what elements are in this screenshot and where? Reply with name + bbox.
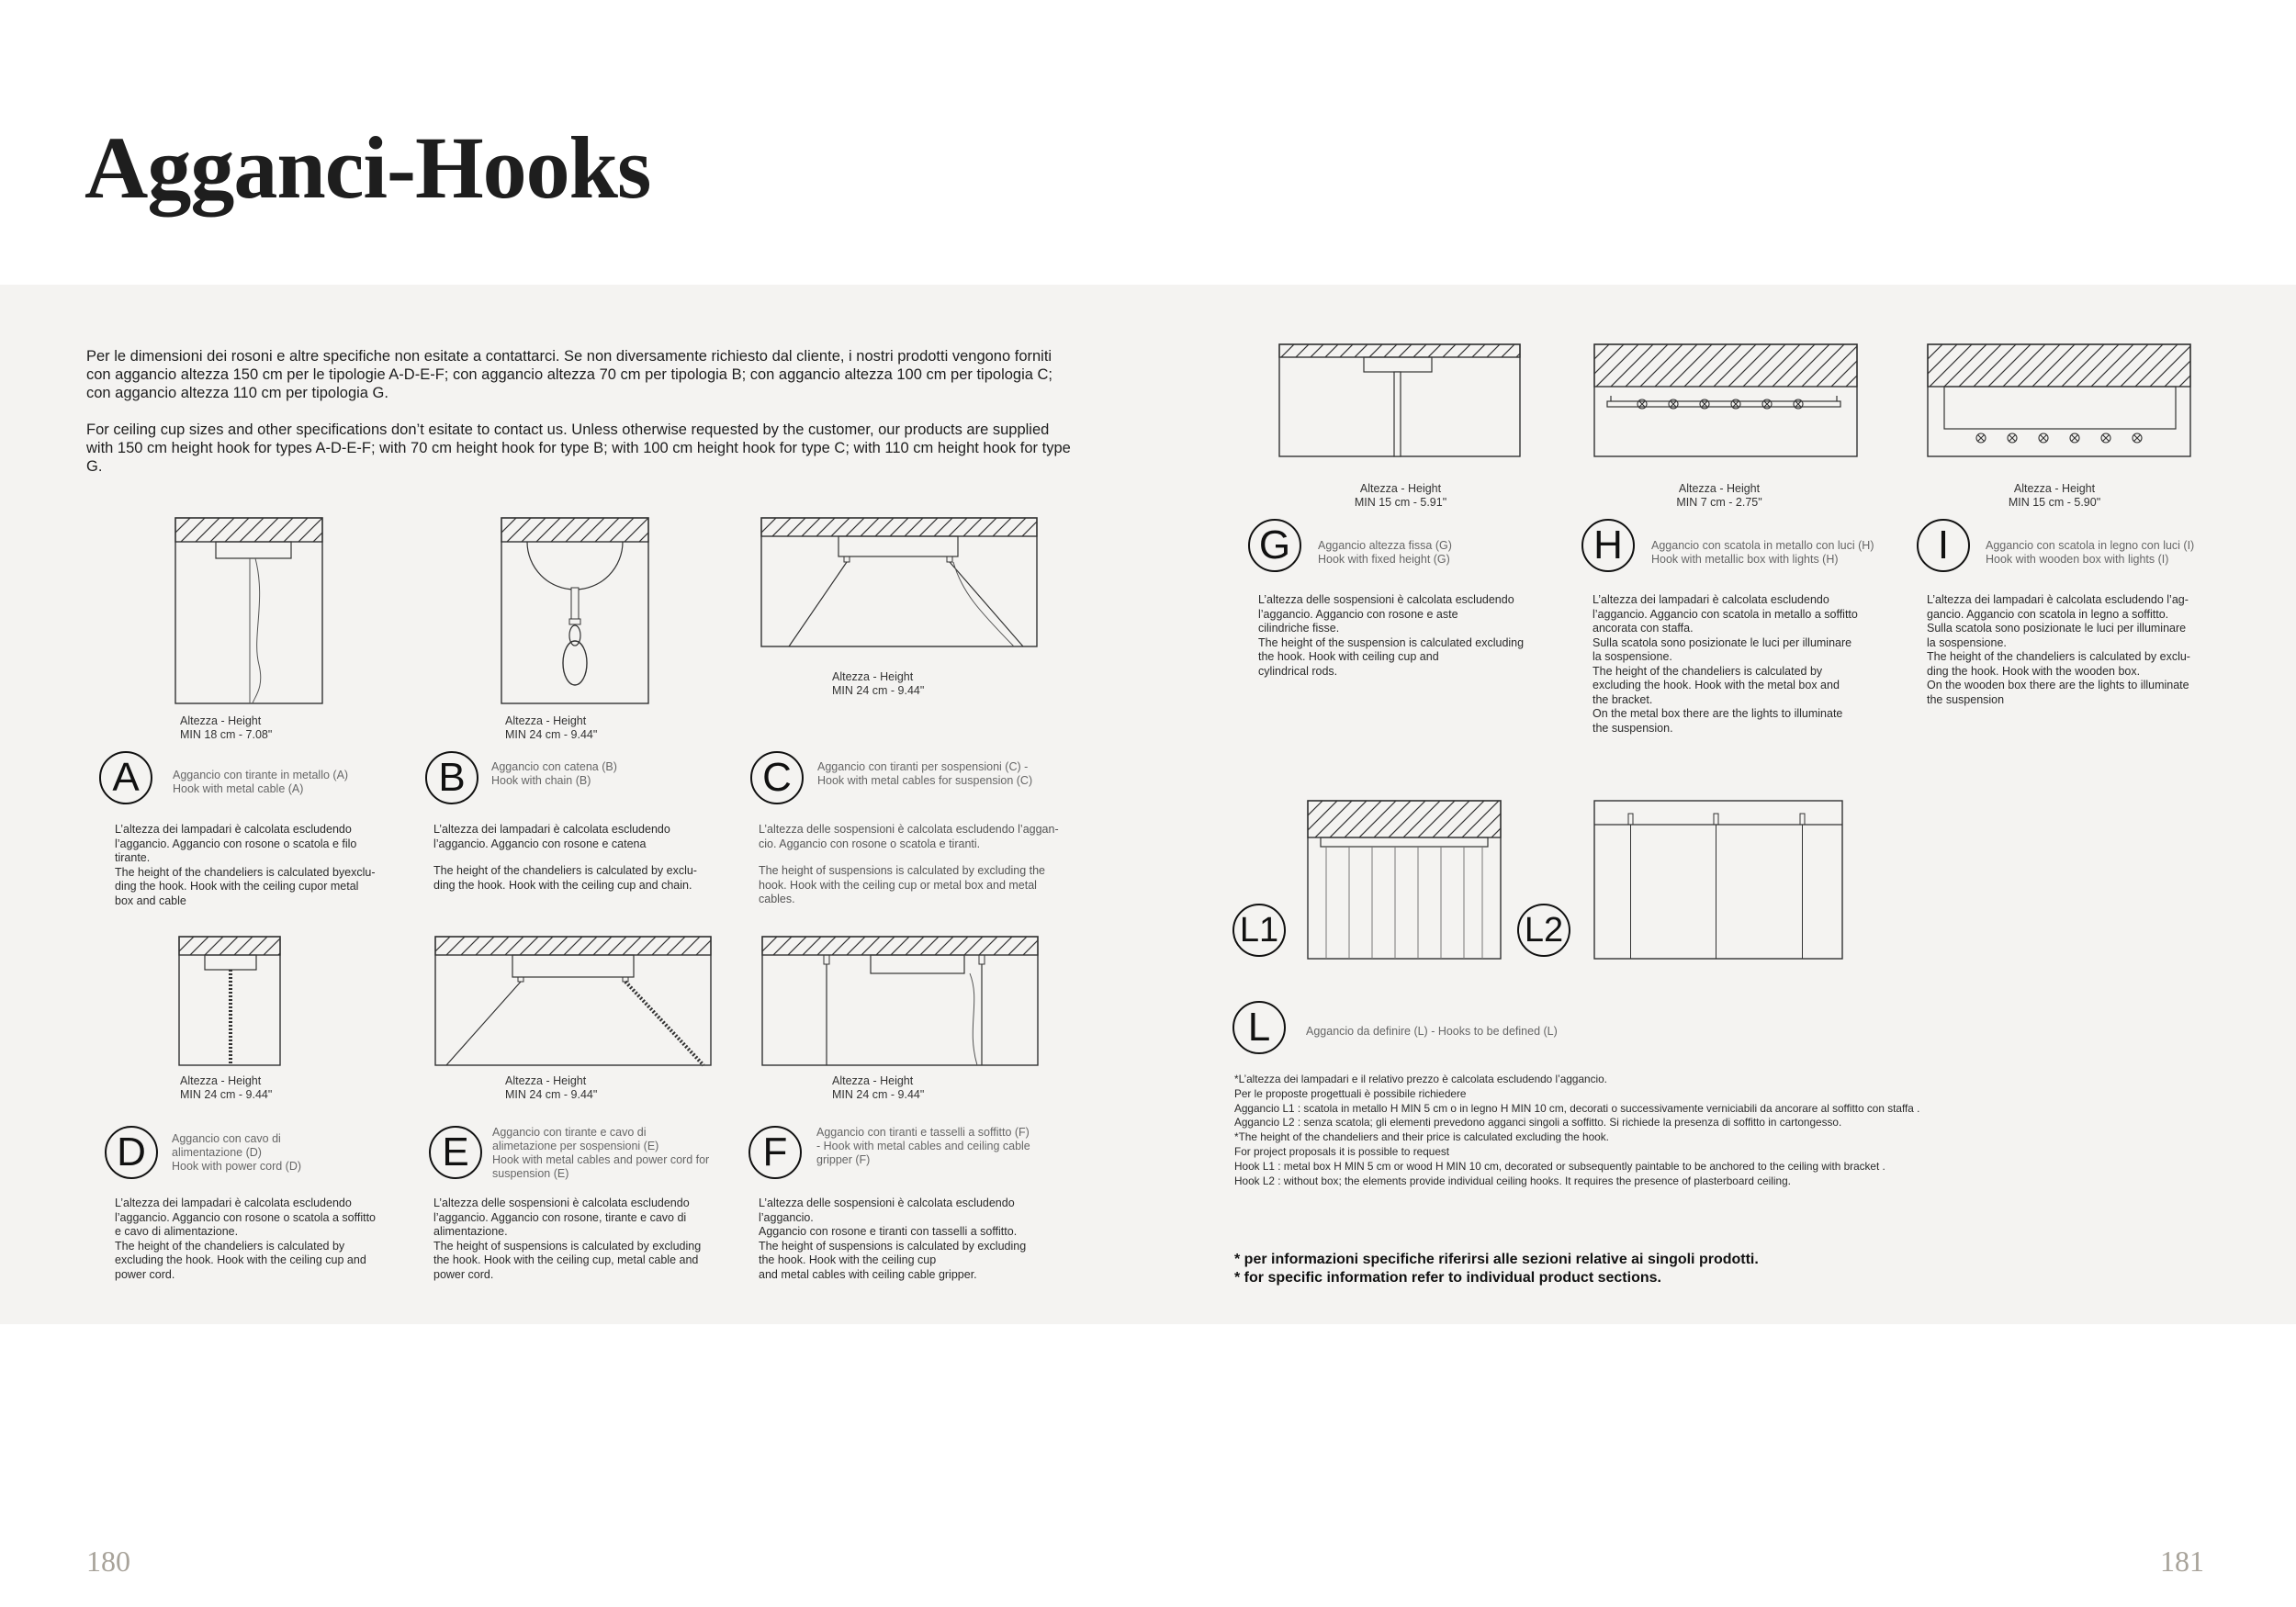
height-label-a: Altezza - Height MIN 18 cm - 7.08" [180,714,273,741]
hook-label-l: Aggancio da definire (L) - Hooks to be defined (L) [1306,1025,1558,1038]
height-label-h: Altezza - Height MIN 7 cm - 2.75" [1676,482,1762,509]
hook-letter-b: B [425,751,478,804]
hook-letter-d: D [105,1126,158,1179]
hook-description-b: L’altezza dei lampadari è calcolata escludendo l’aggancio. Aggancio con rosone e catena The height of the chandeliers is calculated by exclu- ding the hook. Hook with the ceiling cup and chain. [433,823,697,892]
height-label-g: Altezza - Height MIN 15 cm - 5.91" [1354,482,1447,509]
hook-label-d: Aggancio con cavo di alimentazione (D) Hook with power cord (D) [172,1132,302,1173]
hook-description-g: L’altezza delle sospensioni è calcolata escludendo l’aggancio. Aggancio con rosone e aste cilindriche fisse. The height of the suspension is calculated excluding the hook. Hook with ceiling cup and cylindrical rods. [1258,593,1525,678]
height-label-c: Altezza - Height MIN 24 cm - 9.44" [832,670,925,697]
hook-description-d: L’altezza dei lampadari è calcolata escludendo l’aggancio. Aggancio con rosone o scatola a soffitto e cavo di alimentazione. The height of the chandeliers is calculated by excluding the hook. Hook with the ceiling cup and power cord. [115,1197,376,1281]
notes: *L’altezza dei lampadari e il relativo prezzo è calcolata escludendo l’aggancio. Per le proposte progettuali è possibile richiedere Aggancio L1 : scatola in metallo H MIN 5 cm o in legno H MIN 10 cm, decorati o successivamente verniciabili da ancorare al soffitto con staffa . Aggancio L2 : senza scatola; gli elementi prevedono agganci singoli a soffitto. Si richiede la presenza di soffitto in cartongesso. *The height of the chandeliers and their price is calculated excluding the hook. For project proposals it is possible to request Hook L1 : metal box H MIN 5 cm or wood H MIN 10 cm, decorated or subsequently paintable to be anchored to the ceiling with bracket . Hook L2 : without box; the elements provide individual ceiling hooks. It requires the presence of plasterboard ceiling. [1234,1073,1920,1187]
hook-label-g: Aggancio altezza fissa (G) Hook with fixed height (G) [1318,539,1452,566]
hook-description-a: L’altezza dei lampadari è calcolata escludendo l’aggancio. Aggancio con rosone o scatola e filo tirante. The height of the chandeliers is calculated byexclu- ding the hook. Hook with the ceiling cupor metal box and cable [115,823,376,907]
hook-letter-l2: L2 [1517,904,1570,957]
height-label-i: Altezza - Height MIN 15 cm - 5.90" [2008,482,2101,509]
hook-description-h: L’altezza dei lampadari è calcolata escludendo l’aggancio. Aggancio con scatola in metallo a soffitto ancorata con staffa. Sulla scatola sono posizionate le luci per illuminare la sospensione. The height of the chandeliers is calculated by excluding the hook. Hook with the metal box and the bracket. On the metal box there are the lights to illuminate the suspension. [1593,593,1858,735]
hook-letter-i: I [1917,519,1970,572]
hook-label-a: Aggancio con tirante in metallo (A) Hook with metal cable (A) [173,769,349,795]
hook-description-e: L’altezza delle sospensioni è calcolata escludendo l’aggancio. Aggancio con rosone, tirante e cavo di alimentazione. The height of suspensions is calculated by excluding the hook. Hook with the ceiling cup, metal cable and power cord. [433,1197,702,1281]
hook-letter-g: G [1248,519,1301,572]
hook-label-i: Aggancio con scatola in legno con luci (I) Hook with wooden box with lights (I) [1986,539,2195,566]
hook-letter-h: H [1581,519,1635,572]
hook-label-e: Aggancio con tirante e cavo di alimetazione per sospensioni (E) Hook with metal cables and power cord for suspension (E) [492,1126,710,1180]
page-number-left: 180 [86,1545,130,1578]
hook-letter-c: C [750,751,804,804]
hook-label-c: Aggancio con tiranti per sospensioni (C) - Hook with metal cables for suspension (C) [817,760,1033,787]
page-number-right: 181 [2160,1545,2204,1578]
height-label-d: Altezza - Height MIN 24 cm - 9.44" [180,1074,273,1101]
hook-label-f: Aggancio con tiranti e tasselli a soffitto (F) - Hook with metal cables and ceiling cable gripper (F) [816,1126,1030,1166]
intro-italian: Per le dimensioni dei rosoni e altre specifiche non esitate a contattarci. Se non diversamente richiesto dal cliente, i nostri prodotti vengono forniti con aggancio altezza 150 cm per le tipologie A-D-E-F; con aggancio altezza 70 cm per tipologia B; con aggancio altezza 100 cm per tipologia C; con aggancio altezza 110 cm per tipologia G. [86,348,1053,401]
hook-letter-e: E [429,1126,482,1179]
hook-letter-l1: L1 [1232,904,1286,957]
height-label-e: Altezza - Height MIN 24 cm - 9.44" [505,1074,598,1101]
hook-letter-l: L [1232,1001,1286,1054]
hook-letter-a: A [99,751,152,804]
hook-label-h: Aggancio con scatola in metallo con luci (H) Hook with metallic box with lights (H) [1651,539,1874,566]
page-title: Agganci-Hooks [84,118,651,217]
hook-description-c: L’altezza delle sospensioni è calcolata escludendo l’aggan- cio. Aggancio con rosone o scatola e tiranti. The height of suspensions is calculated by excluding the hook. Hook with the ceiling cup or metal box and metal cables. [759,823,1059,905]
height-label-b: Altezza - Height MIN 24 cm - 9.44" [505,714,598,741]
intro-english: For ceiling cup sizes and other specifications don’t esitate to contact us. Unless otherwise requested by the customer, our products are supplied with 150 cm height hook for types A-D-E-F; with 70 cm height hook for type B; with 100 cm height hook for type C; with 110 cm height hook for type G. [86,421,1071,475]
height-label-f: Altezza - Height MIN 24 cm - 9.44" [832,1074,925,1101]
product-sections-note: * per informazioni specifiche riferirsi alle sezioni relative ai singoli prodotti. * for specific information refer to individual product sections. [1234,1252,1759,1286]
hook-label-b: Aggancio con catena (B) Hook with chain (B) [491,760,617,787]
hook-description-i: L’altezza dei lampadari è calcolata escludendo l’ag- gancio. Aggancio con scatola in legno a soffitto. Sulla scatola sono posizionate le luci per illuminare la sospensione. The height of the chandeliers is calculated by exclu- ding the hook. Hook with the wooden box. On the wooden box there are the lights to illuminate the suspension [1927,593,2190,706]
hook-letter-f: F [748,1126,802,1179]
hook-description-f: L’altezza delle sospensioni è calcolata escludendo l’aggancio. Aggancio con rosone e tiranti con tasselli a soffitto. The height of suspensions is calculated by excluding the hook. Hook with the ceiling cup and metal cables with ceiling cable gripper. [759,1197,1027,1281]
